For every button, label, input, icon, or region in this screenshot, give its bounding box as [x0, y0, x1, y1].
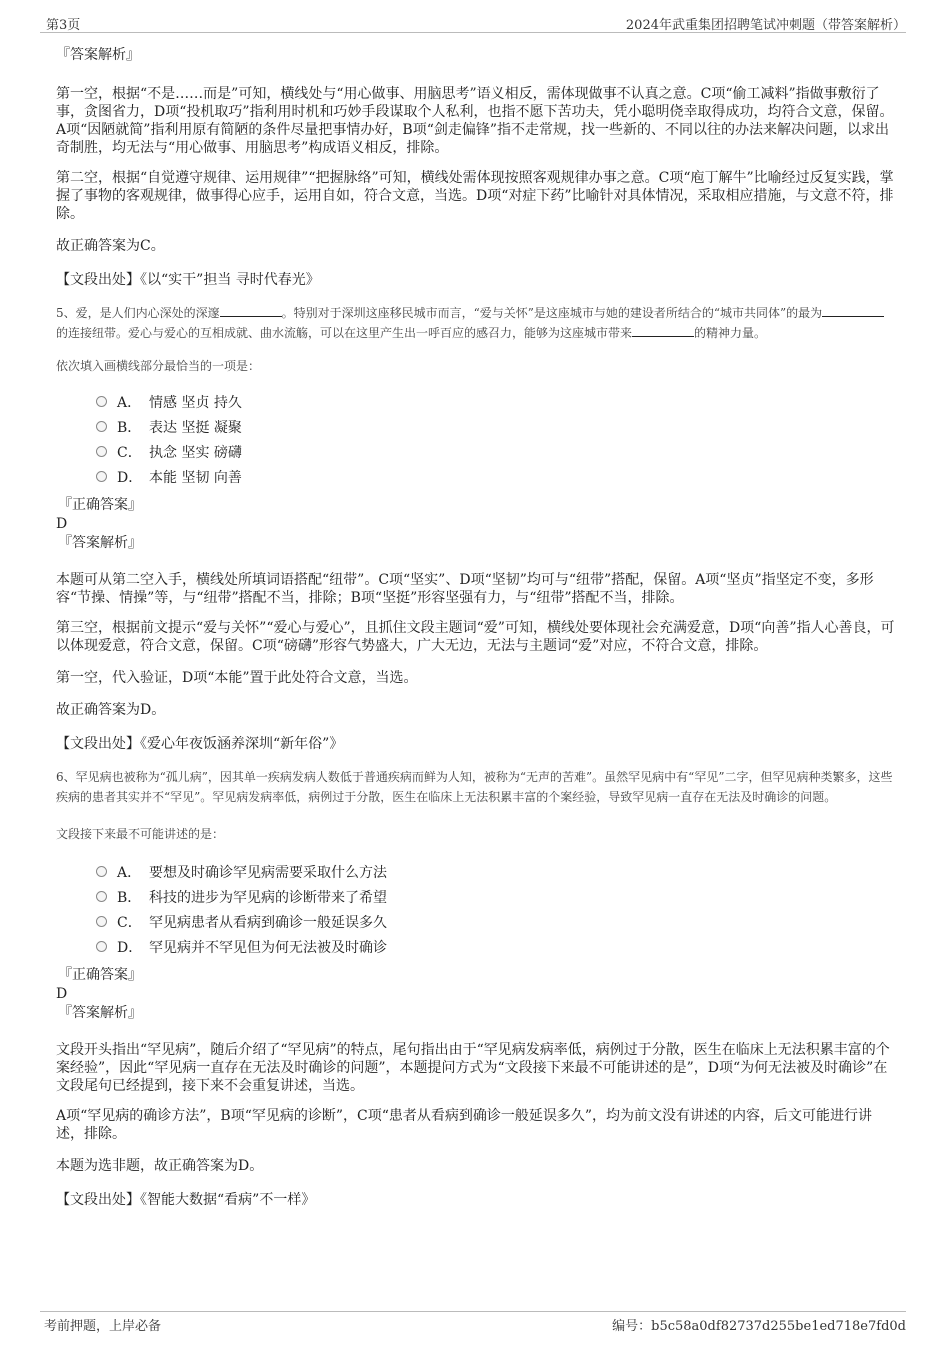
- option-a[interactable]: A． 情感 坚贞 持久: [96, 389, 896, 414]
- analysis-paragraph: 第一空，代入验证，D项“本能”置于此处符合文意，当选。: [56, 670, 418, 686]
- analysis-label: 『答案解析』: [58, 1005, 142, 1021]
- analysis-paragraph: 第二空，根据“自觉遵守规律、运用规律”“把握脉络”可知，横线处需体现按照客观规律办事之意。C项“庖丁解牛”比喻经过反复实践，掌握了事物的客观规律，做事得心应手，运用自如，符合文意，当选。D项“对症下药”比喻针对具体情况，采取相应措施，与文意不符，排除。: [56, 170, 894, 222]
- question-prompt: 依次填入画横线部分最恰当的一项是：: [56, 359, 261, 373]
- page-header: [40, 12, 906, 33]
- source-citation: 【文段出处】《智能大数据“看病”不一样》: [56, 1192, 316, 1208]
- option-list: [96, 859, 896, 959]
- radio-button[interactable]: [96, 891, 107, 902]
- analysis-paragraph: 本题可从第二空入手，横线处所填词语搭配“纽带”。C项“坚实”、D项“坚韧”均可与“纽带”搭配，保留。A项“坚贞”指坚定不变，多形容“节操、情操”等，与“纽带”搭配不当，排除；B项“坚挺”形容坚强有力，与“纽带”搭配不当，排除。: [56, 572, 874, 606]
- blank-line: [220, 304, 282, 317]
- page-number: 第3页: [46, 18, 81, 33]
- stem-part: 的连接纽带。爱心与爱心的互相成就、曲水流觞，可以在这里产生出一呼百应的感召力，能够为这座城市带来: [56, 326, 633, 340]
- analysis-paragraph: 故正确答案为D。: [56, 702, 166, 718]
- correct-answer: D: [56, 516, 68, 532]
- answer-label: 『正确答案』: [58, 967, 142, 983]
- stem-part: 5、爱，是人们内心深处的深邃: [56, 306, 220, 320]
- stem-part: 。特别对于深圳这座移民城市而言，“爱与关怀”是这座城市与她的建设者所结合的“城市共同体”的最为: [281, 306, 823, 320]
- document-title: 2024年武重集团招聘笔试冲刺题（带答案解析）: [625, 18, 906, 33]
- analysis-label: 『答案解析』: [56, 47, 140, 63]
- source-citation: 【文段出处】《爱心年夜饭涵养深圳“新年俗”》: [56, 736, 344, 752]
- analysis-paragraph: A项“罕见病的确诊方法”，B项“罕见病的诊断”，C项“患者从看病到确诊一般延误多久”，均为前文没有讲述的内容，后文可能进行讲述，排除。: [56, 1108, 873, 1142]
- document-id: 编号：b5c58a0df82737d255be1ed718e7fd0d: [612, 1319, 906, 1334]
- radio-button[interactable]: [96, 396, 107, 407]
- question-stem: [56, 303, 896, 343]
- option-b[interactable]: B． 科技的进步为罕见病的诊断带来了希望: [96, 884, 896, 909]
- option-list: [96, 389, 896, 489]
- option-c[interactable]: C． 执念 坚实 磅礴: [96, 439, 896, 464]
- analysis-paragraph: 第三空，根据前文提示“爱与关怀”“爱心与爱心”，且抓住文段主题词“爱”可知，横线处要体现社会充满爱意，D项“向善”指人心善良，可以体现爱意，符合文意，保留。C项“磅礴”形容气势盛大，广大无边，无法与主题词“爱”对应，不符合文意，排除。: [56, 620, 895, 654]
- source-citation: 【文段出处】《以“实干”担当 寻时代春光》: [56, 272, 320, 288]
- correct-answer: D: [56, 986, 68, 1002]
- page-footer: [40, 1311, 906, 1334]
- analysis-paragraph: 本题为选非题，故正确答案为D。: [56, 1158, 264, 1174]
- radio-button[interactable]: [96, 941, 107, 952]
- question-stem: 6、罕见病也被称为“孤儿病”，因其单一疾病发病人数低于普通疾病而鲜为人知，被称为“无声的苦难”。虽然罕见病中有“罕见”二字，但罕见病种类繁多，这些疾病的患者其实并不“罕见”。罕见病发病率低，病例过于分散，医生在临床上无法积累丰富的个案经验，导致罕见病一直存在无法及时确诊的问题。: [56, 770, 893, 804]
- footer-slogan: 考前押题，上岸必备: [44, 1319, 162, 1334]
- stem-part: 的精神力量。: [694, 326, 767, 340]
- question-prompt: 文段接下来最不可能讲述的是：: [56, 827, 225, 841]
- answer-label: 『正确答案』: [58, 497, 142, 513]
- option-b[interactable]: B． 表达 坚挺 凝聚: [96, 414, 896, 439]
- option-c[interactable]: C． 罕见病患者从看病到确诊一般延误多久: [96, 909, 896, 934]
- radio-button[interactable]: [96, 421, 107, 432]
- blank-line: [632, 324, 694, 337]
- radio-button[interactable]: [96, 866, 107, 877]
- radio-button[interactable]: [96, 471, 107, 482]
- blank-line: [822, 304, 884, 317]
- radio-button[interactable]: [96, 916, 107, 927]
- option-a[interactable]: A． 要想及时确诊罕见病需要采取什么方法: [96, 859, 896, 884]
- analysis-paragraph: 第一空，根据“不是……而是”可知，横线处与“用心做事、用脑思考”语义相反，需体现做事不认真之意。C项“偷工减料”指做事敷衍了事，贪图省力，D项“投机取巧”指利用时机和巧妙手段谋取个人私利，也指不愿下苦功夫，凭小聪明侥幸取得成功，均符合文意，保留。A项“因陋就简”指利用原有简陋的条件尽量把事情办好，B项“剑走偏锋”指不走常规，找一些新的、不同以往的办法来解决问题，以求出奇制胜，均无法与“用心做事、用脑思考”构成语义相反，排除。: [56, 86, 894, 156]
- analysis-paragraph: 文段开头指出“罕见病”，随后介绍了“罕见病”的特点，尾句指出由于“罕见病发病率低，病例过于分散，医生在临床上无法积累丰富的个案经验”，因此“罕见病一直存在无法及时确诊的问题”，本题提问方式为“文段接下来最不可能讲述的是”，D项“为何无法被及时确诊”在文段尾句已经提到，接下来不会重复讲述，当选。: [56, 1042, 890, 1094]
- analysis-label: 『答案解析』: [58, 535, 142, 551]
- main-content: [56, 40, 896, 1209]
- option-d[interactable]: D． 罕见病并不罕见但为何无法被及时确诊: [96, 934, 896, 959]
- radio-button[interactable]: [96, 446, 107, 457]
- option-d[interactable]: D． 本能 坚韧 向善: [96, 464, 896, 489]
- analysis-paragraph: 故正确答案为C。: [56, 238, 165, 254]
